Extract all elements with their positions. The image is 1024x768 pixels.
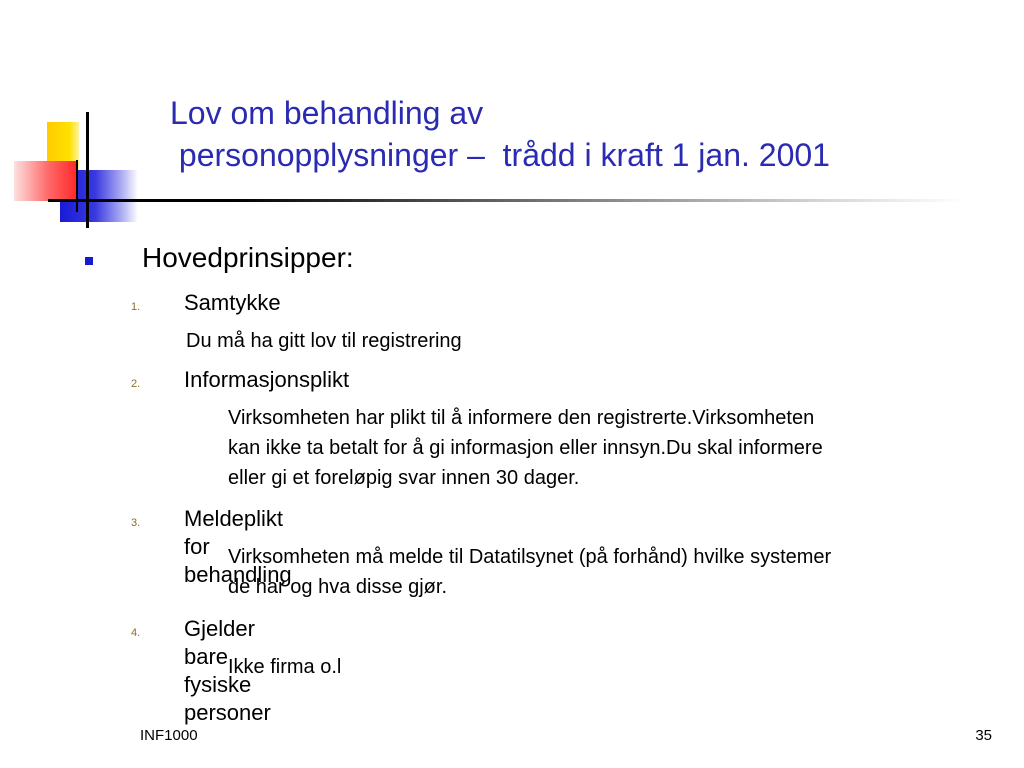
- list-item-description: Ikke firma o.l: [228, 656, 342, 678]
- footer-course-code: INF1000: [140, 727, 198, 744]
- logo-vertical-line-short: [76, 160, 78, 212]
- list-item-label: Samtykke: [184, 290, 281, 315]
- list-item-label: Informasjonsplikt: [184, 367, 350, 392]
- list-item-description-line: eller gi et foreløpig svar innen 30 dager.: [228, 467, 580, 489]
- main-heading: Hovedprinsipper:: [142, 242, 354, 273]
- list-item-description-line: Virksomheten har plikt til å informere den registrerte.Virksomheten: [228, 407, 815, 429]
- list-item-label: Gjelder bare fysiske personer: [184, 616, 271, 725]
- item-number: 2.: [131, 378, 141, 390]
- item-number: 3.: [131, 517, 141, 529]
- footer-page-number: 35: [975, 727, 992, 744]
- list-item-description-line: Virksomheten må melde til Datatilsynet (på forhånd) hvilke systemer: [228, 546, 832, 568]
- title-line-1: Lov om behandling av: [170, 95, 484, 131]
- list-item-description-line: de har og hva disse gjør.: [228, 576, 448, 598]
- list-item-label: Meldeplikt for behandling: [184, 506, 292, 587]
- title-line-2: personopplysninger – trådd i kraft 1 jan. 2001: [170, 137, 830, 173]
- list-item-description: Du må ha gitt lov til registrering: [186, 330, 462, 352]
- logo-vertical-line: [86, 112, 89, 228]
- item-number: 4.: [131, 627, 141, 639]
- slide-title: [170, 92, 830, 176]
- square-bullet-icon: [85, 257, 93, 265]
- item-number: 1.: [131, 301, 141, 313]
- title-underline: [48, 199, 968, 202]
- list-item-description-line: kan ikke ta betalt for å gi informasjon eller innsyn.Du skal informere: [228, 437, 823, 459]
- logo-red-square: [14, 161, 76, 201]
